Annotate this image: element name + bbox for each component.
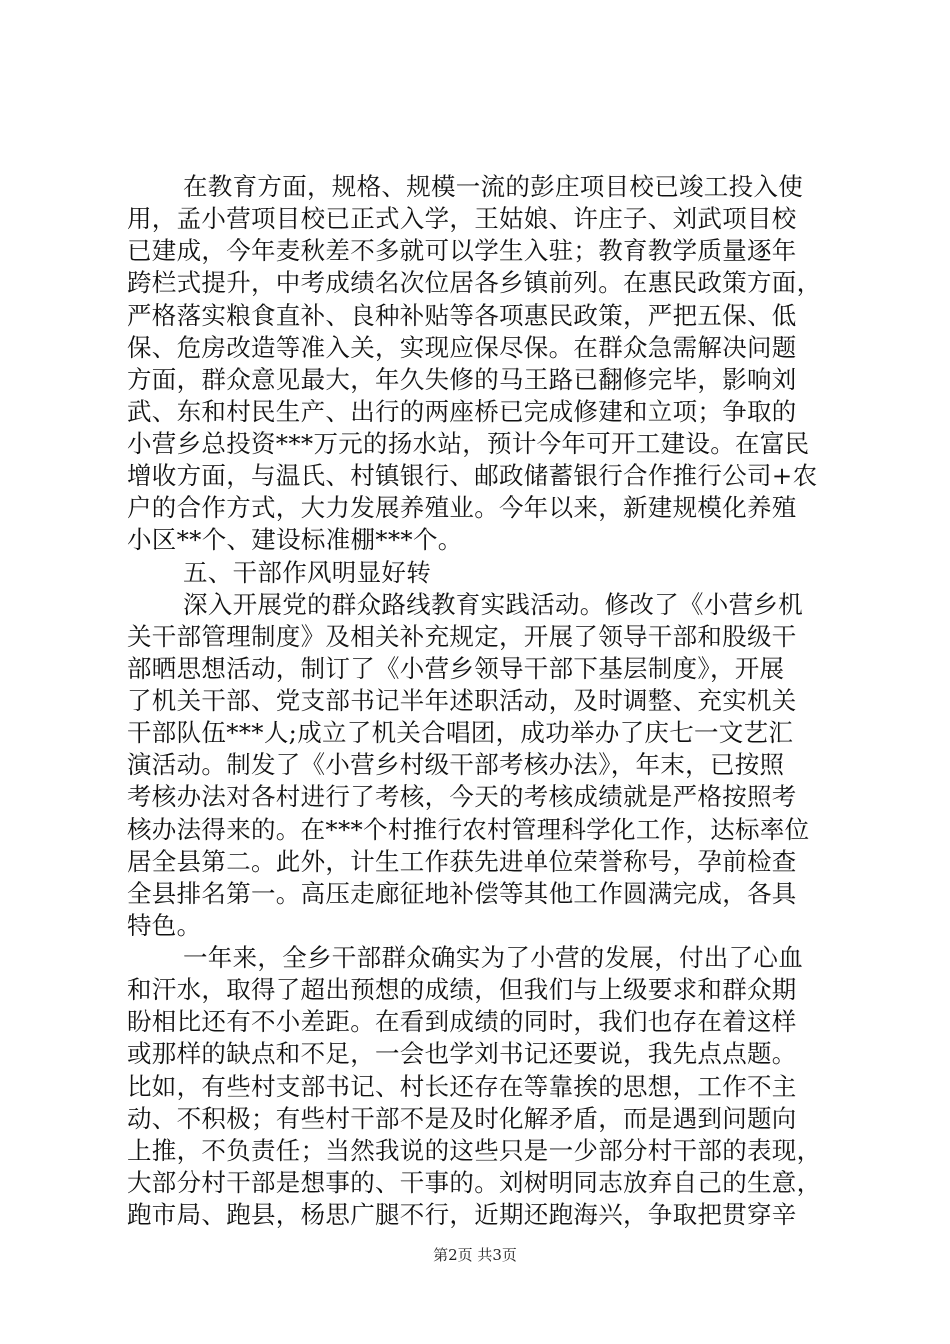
text-line: 演活动。制发了《小营乡村级干部考核办法》，年末，已按照	[127, 750, 785, 780]
text-line: 上推，不负责任；当然我说的这些只是一少部分村干部的表现，	[127, 1135, 822, 1165]
section-heading: 五、干部作风明显好转	[183, 557, 431, 587]
text-line: 在教育方面，规格、规模一流的彭庄项目校已竣工投入使	[183, 172, 803, 201]
text-line: 考核办法对各村进行了考核，今天的考核成绩就是严格按照考	[127, 782, 797, 812]
text-line: 方面，群众意见最大，年久失修的马王路已翻修完毕，影响刘	[127, 364, 797, 394]
text-line: 保、危房改造等准入关，实现应保尽保。在群众急需解决问题	[127, 332, 797, 362]
text-line: 已建成，今年麦秋差不多就可以学生入驻；教育教学质量逐年	[127, 236, 797, 266]
text-line: 深入开展党的群众路线教育实践活动。修改了《小营乡机	[183, 589, 803, 619]
text-line: 武、东和村民生产、出行的两座桥已完成修建和立项；争取的	[127, 396, 797, 426]
text-line: 干部队伍***人;成立了机关合唱团，成功举办了庆七一文艺汇	[127, 718, 794, 748]
text-line: 部晒思想活动，制订了《小营乡领导干部下基层制度》，开展	[127, 653, 785, 683]
text-line: 比如，有些村支部书记、村长还存在等靠挨的思想，工作不主	[127, 1071, 797, 1101]
text-line: 跑市局、跑县，杨思广腿不行，近期还跑海兴，争取把贯穿辛	[127, 1200, 797, 1229]
text-line: 增收方面，与温氏、村镇银行、邮政储蓄银行合作推行公司+农	[127, 461, 818, 491]
text-line: 或那样的缺点和不足，一会也学刘书记还要说，我先点点题。	[127, 1039, 797, 1069]
text-line: 盼相比还有不小差距。在看到成绩的同时，我们也存在着这样	[127, 1007, 797, 1037]
text-line: 了机关干部、党支部书记半年述职活动，及时调整、充实机关	[127, 686, 797, 715]
text-line: 关干部管理制度》及相关补充规定，开展了领导干部和股级干	[127, 621, 797, 651]
text-line: 居全县第二。此外，计生工作获先进单位荣誉称号，孕前检查	[127, 846, 797, 876]
text-line: 大部分村干部是想事的、干事的。刘树明同志放弃自己的生意，	[127, 1167, 822, 1197]
text-line: 全县排名第一。高压走廊征地补偿等其他工作圆满完成，各具	[127, 878, 797, 908]
page-footer: 第2页 共3页	[433, 1246, 517, 1264]
text-line: 和汗水，取得了超出预想的成绩，但我们与上级要求和群众期	[127, 975, 797, 1005]
text-line: 特色。	[127, 910, 202, 940]
text-line: 严格落实粮食直补、良种补贴等各项惠民政策，严把五保、低	[127, 300, 797, 330]
text-line: 核办法得来的。在***个村推行农村管理科学化工作，达标率位	[127, 814, 810, 844]
text-line: 户的合作方式，大力发展养殖业。今年以来，新建规模化养殖	[127, 493, 797, 523]
text-line: 动、不积极；有些村干部不是及时化解矛盾，而是遇到问题向	[127, 1103, 797, 1133]
text-line: 跨栏式提升，中考成绩名次位居各乡镇前列。在惠民政策方面，	[127, 268, 822, 298]
text-line: 用，孟小营项目校已正式入学，王姑娘、许庄子、刘武项目校	[127, 204, 797, 234]
text-line: 小区**个、建设标准棚***个。	[127, 525, 463, 555]
text-line: 小营乡总投资***万元的扬水站，预计今年可开工建设。在富民	[127, 429, 810, 458]
text-line: 一年来，全乡干部群众确实为了小营的发展，付出了心血	[183, 943, 803, 972]
